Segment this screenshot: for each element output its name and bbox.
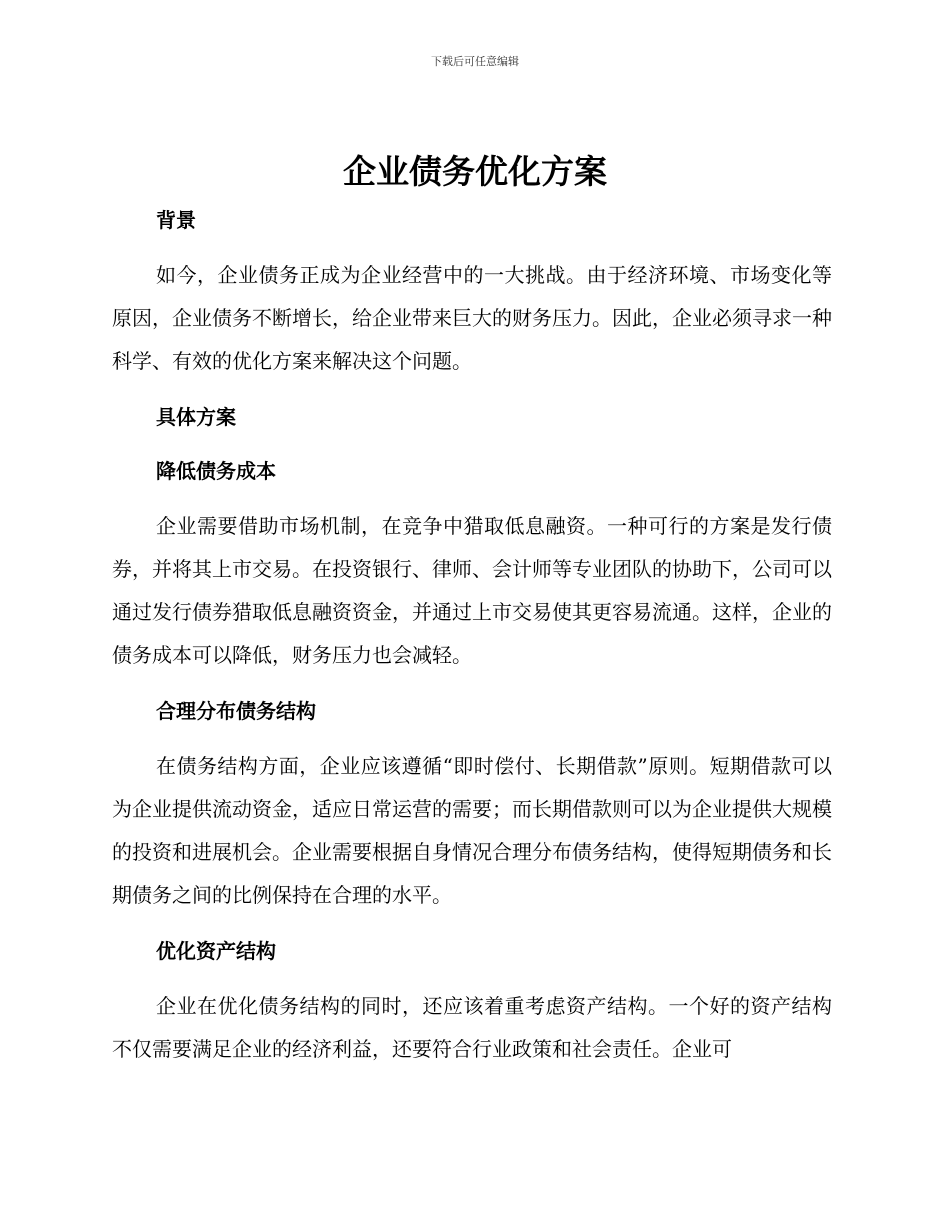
paragraph-asset-structure: 企业在优化债务结构的同时，还应该着重考虑资产结构。一个好的资产结构不仅需要满足企业的经济利益，还要符合行业政策和社会责任。企业可 [112,994,832,1061]
header-note: 下载后可任意编辑 [431,55,519,68]
section-heading-reduce-cost: 降低债务成本 [156,459,276,483]
section-heading-plan: 具体方案 [156,405,236,429]
paragraph-reduce-cost: 企业需要借助市场机制，在竞争中猎取低息融资。一种可行的方案是发行债券，并将其上市交易。在投资银行、律师、会计师等专业团队的协助下，公司可以通过发行债券猎取低息融资资金，并通过上市交易使其更容易流通。这样，企业的债务成本可以降低，财务压力也会减轻。 [112,514,832,667]
paragraph-debt-structure: 在债务结构方面，企业应该遵循“即时偿付、长期借款”原则。短期借款可以为企业提供流动资金，适应日常运营的需要；而长期借款则可以为企业提供大规模的投资和进展机会。企业需要根据自身情况合理分布债务结构，使得短期债务和长期债务之间的比例保持在合理的水平。 [112,754,832,907]
paragraph-background: 如今，企业债务正成为企业经营中的一大挑战。由于经济环境、市场变化等原因，企业债务不断增长，给企业带来巨大的财务压力。因此，企业必须寻求一种科学、有效的优化方案来解决这个问题。 [112,263,832,373]
section-heading-debt-structure: 合理分布债务结构 [156,699,316,723]
section-heading-background: 背景 [156,208,196,232]
section-heading-asset-structure: 优化资产结构 [156,939,276,963]
document-body [112,200,832,1071]
document-title: 企业债务优化方案 [343,152,607,191]
